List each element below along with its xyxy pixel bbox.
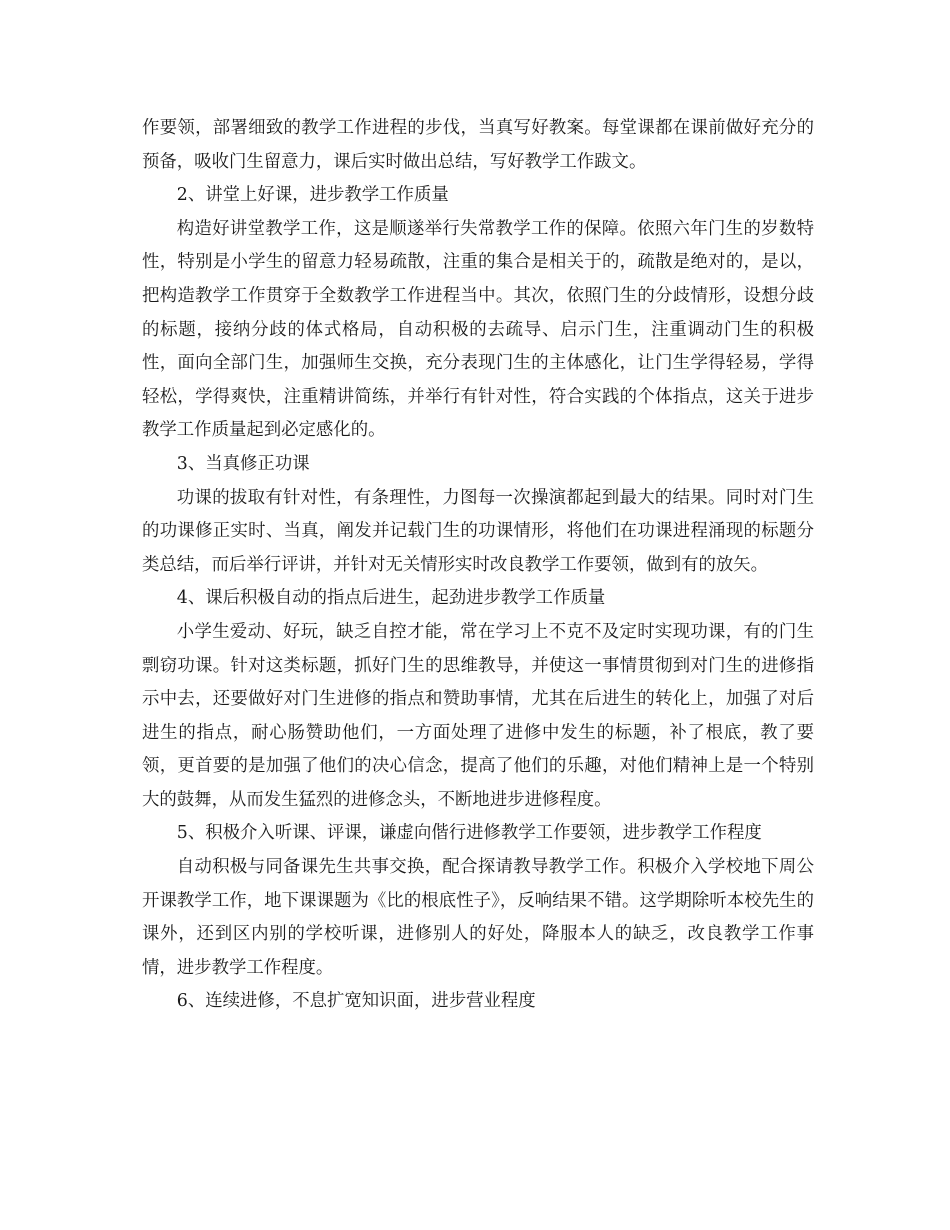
section-heading-5: 5、积极介入听课、评课，谦虚向偕行进修教学工作要领，进步教学工作程度 [176,823,762,844]
section-heading-2: 2、讲堂上好课，进步教学工作质量 [176,185,449,206]
paragraph-homework: 功课的拔取有针对性，有条理性，力图每一次操演都起到最大的结果。同时对门生的功课修正实时、当真，阐发并记载门生的功课情形，将他们在功课进程涌现的标题分类总结，而后举行评讲，并针对无关情形实时改良教学工作要领，做到有的放矢。 [142,487,814,575]
document-body [142,112,814,1019]
paragraph-tutoring: 小学生爱动、好玩，缺乏自控才能，常在学习上不克不及定时实现功课，有的门生剽窃功课。针对这类标题，抓好门生的思维教导，并使这一事情贯彻到对门生的进修指示中去，还要做好对门生进修的指点和赞助事情，尤其在后进生的转化上，加强了对后进生的指点，耐心肠赞助他们，一方面处理了进修中发生的标题，补了根底，教了要领，更首要的是加强了他们的决心信念，提高了他们的乐趣，对他们精神上是一个特别大的鼓舞，从而发生猛烈的进修念头，不断地进步进修程度。 [142,621,814,810]
paragraph-classroom: 构造好讲堂教学工作，这是顺遂举行失常教学工作的保障。依照六年门生的岁数特性，特别是小学生的留意力轻易疏散，注重的集合是相关于的，疏散是绝对的，是以，把构造教学工作贯穿于全数教学工作进程当中。其次，依照门生的分歧情形，设想分歧的标题，接纳分歧的体式格局，自动积极的去疏导、启示门生，注重调动门生的积极性，面向全部门生，加强师生交换，充分表现门生的主体感化，让门生学得轻易，学得轻松，学得爽快，注重精讲简练，并举行有针对性，符合实践的个体指点，这关于进步教学工作质量起到必定感化的。 [142,218,814,441]
section-heading-4: 4、课后积极自动的指点后进生，起劲进步教学工作质量 [176,588,606,609]
paragraph-continued: 作要领，部署细致的教学工作进程的步伐，当真写好教案。每堂课都在课前做好充分的预备，吸收门生留意力，课后实时做出总结，写好教学工作跋文。 [142,118,814,172]
section-heading-3: 3、当真修正功课 [176,453,310,474]
section-heading-6: 6、连续进修，不息扩宽知识面，进步营业程度 [176,991,536,1012]
paragraph-observation: 自动积极与同备课先生共事交换，配合探请教导教学工作。积极介入学校地下周公开课教学工作，地下课课题为《比的根底性子》，反响结果不错。这学期除听本校先生的课外，还到区内别的学校听课，进修别人的好处，降服本人的缺乏，改良教学工作事情，进步教学工作程度。 [142,857,814,978]
